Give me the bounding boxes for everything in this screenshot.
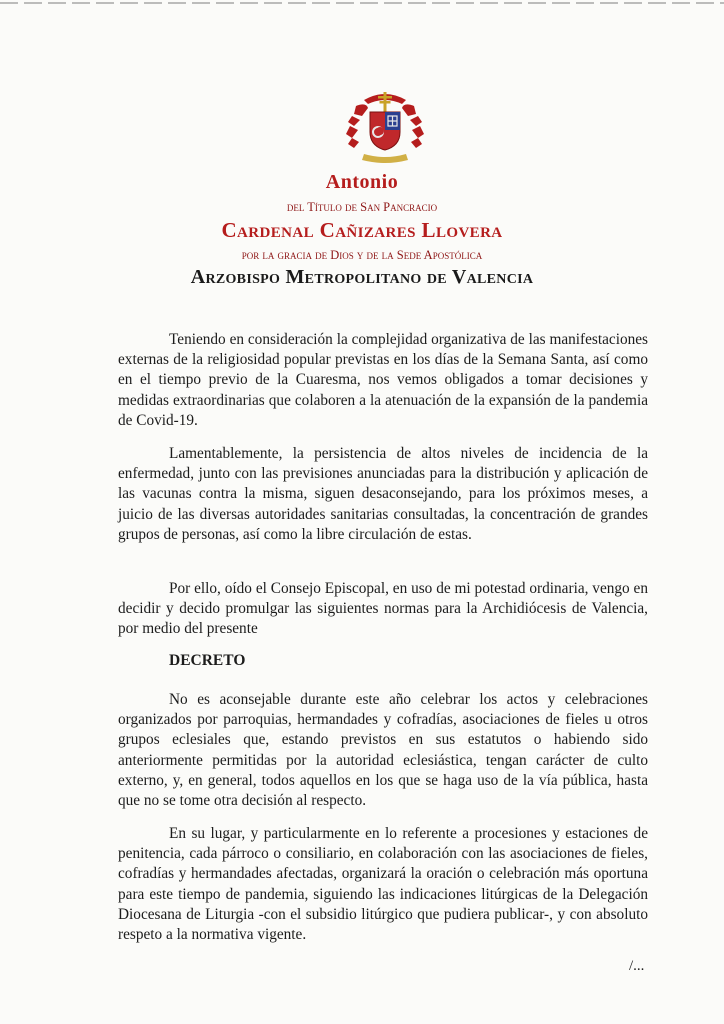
decree-heading: DECRETO <box>169 652 246 669</box>
paragraph-authority: Por ello, oído el Consejo Episcopal, en uso de mi potestad ordinaria, vengo en decidir y decido promulgar las siguientes normas para la Archidiócesis de Valencia, por medio del presente <box>118 580 648 638</box>
archbishop-heading: Arzobispo Metropolitano de Valencia <box>190 266 534 288</box>
paragraph-decree-acts: No es aconsejable durante este año celebrar los actos y celebraciones organizados por parroquias, hermandades y cofradías, asociaciones de fieles u otros grupos eclesiales que, estando previstos en sus estatutos o habiendo sido anteriormente permitidas por la autoridad eclesiástica, tengan carácter de culto externo, y, en general, todos aquellos en los que se haga uso de la vía pública, hasta que no se tome otra decisión al respecto. <box>118 691 648 810</box>
paragraph-decree-alternative: En su lugar, y particularmente en lo referente a procesiones y estaciones de penitencia, cada párroco o consiliario, en colaboración con las asociaciones de fieles, cofradías y hermandades afectadas, organizará la oración o celebración más oportuna para este tiempo de pandemia, siguiendo las indicaciones litúrgicas de la Delegación Diocesana de Liturgia -con el subsidio litúrgico que pudiera publicar-, y con absoluto respeto a la normativa vigente. <box>118 825 648 944</box>
cardinal-heading: Cardenal Cañizares Llovera <box>221 218 503 242</box>
paragraph-considerations: Teniendo en consideración la complejidad organizativa de las manifestaciones externas de la religiosidad popular previstas en los días de la Semana Santa, así como en el tiempo previo de la Cuaresma, nos vemos obligados a tomar decisiones y medidas extraordinarias que colaboren a la atenuación de la expansión de la pandemia de Covid-19. <box>118 331 648 429</box>
episcopal-coat-of-arms-icon <box>342 86 428 166</box>
scan-top-edge <box>0 2 724 4</box>
name-heading: Antonio <box>325 171 399 193</box>
grace-subheading: por la gracia de Dios y de la Sede Apostólica <box>241 248 483 262</box>
title-subheading: del Título de San Pancracio <box>286 200 438 214</box>
continuation-mark: /... <box>629 958 645 974</box>
paragraph-pandemic: Lamentablemente, la persistencia de altos niveles de incidencia de la enfermedad, junto con las previsiones anunciadas para la distribución y aplicación de las vacunas contra la misma, siguen desaconsejando, para los próximos meses, a juicio de las diversas autoridades sanitarias consultadas, la concentración de grandes grupos de personas, así como la libre circulación de estas. <box>118 445 648 543</box>
